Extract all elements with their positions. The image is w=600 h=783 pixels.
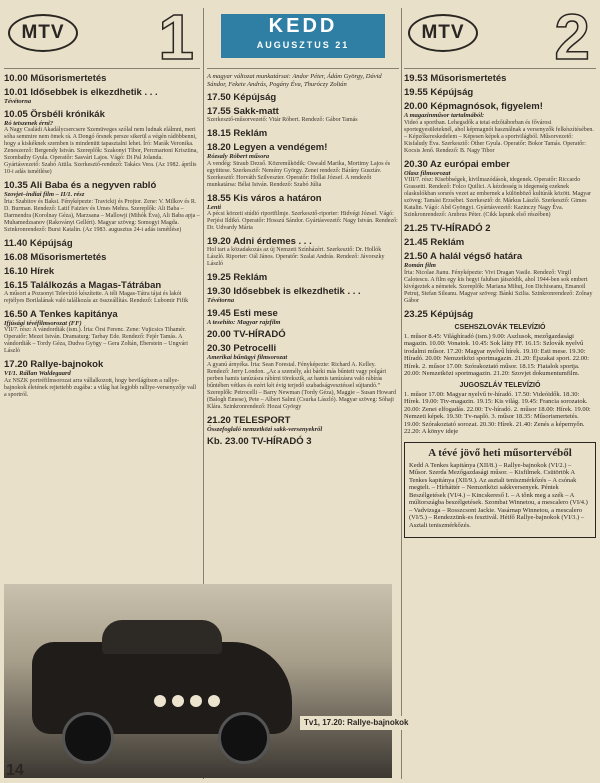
program-subtitle: Szovjet–indiai film – II/1. rész	[4, 191, 85, 198]
program-description: A pécsi körzeti stúdió riportfilmje. Szerkesztő-riporter: Hidvégi József. Vágó: Perjési Ildikó. Operatőr: Hosszú Sándor. Gyártásvezető: Nagy István. Rendező: Dr. Udvardy Mária	[207, 211, 398, 231]
program-subtitle: Összefoglaló nemzetközi sakk-versenyekről	[207, 425, 323, 433]
mtv-logo: MTV	[8, 14, 78, 52]
kedd-header	[207, 6, 399, 69]
program-title: 16.50 A Tenkes kapitánya	[4, 308, 118, 320]
program-description: Írta: Nicolae Jianu. Fényképezte: Vivi Dragan Vasile. Rendező: Virgil Calotescu. A film egy kis hegyi faluban játszódik, ahol 1944-ben sok embert kivégeztek a németek. Szereplők: Mariana Mihuț, Jon Dichiseanu, Emanoil Petruț, Stefan Sileanu. Magyar szöveg: Bánki Szilia. Szinkronrendező: Zolnay Gábor	[404, 269, 593, 304]
program-entry	[4, 266, 200, 277]
program-title: Kb. 23.00 TV-HÍRADÓ 3	[207, 436, 312, 447]
program-entry	[4, 180, 200, 234]
program-title: 17.50 Képújság	[207, 92, 277, 103]
ju-tv-text: 1. műsor 17.00: Magyar nyelvű tv-híradó. 17.50: Videóidők. 18.30: Hírek. 19.00: Ttv-magazin. 19.15: Kis világ. 19.45: Francia sorozatok. 20.00: Zenei elfogadás. 22.00: Tv-híradó. 2. műsor 18.00: Hírek. 19.00: Nemzeti képek. 19.30: Tv-napló. 3. műsor 18.35: Műsorismertetés. 19.00: Szórakoztató sorozat. 20.30: Hírek. 21.40: Zenés a képernyőn. 22.20: A könyv ideje	[404, 390, 591, 435]
program-title: 17.20 Rallye-bajnokok	[4, 359, 104, 370]
program-title: 19.20 Adni érdemes . . .	[207, 236, 312, 247]
program-entry	[4, 87, 200, 106]
program-entry	[207, 329, 399, 340]
program-title: 20.30 Petrocelli	[207, 343, 277, 354]
program-subtitle: A magazinműsor tartalmából:	[404, 112, 485, 119]
program-entry	[207, 193, 399, 233]
program-description: Az NSZK portréfilmsorozat arra vállalkozott, hogy bevilágítson a rallye-bajnokok életének rejtettebb zugába: a világ hat legjobb ralliye-versenyzője vall a sportról.	[4, 377, 197, 398]
program-entry	[404, 87, 596, 98]
program-entry	[207, 142, 399, 189]
wheel-icon	[62, 712, 114, 764]
program-description: A Nagy Családi Akadálycsercsere Szemüveges szólal nem ludnak elálmni, meri sóha semmire nem ömek rá. A Dongó őrsnek persze sikerül a végén rádöbbenni, hogy a kiskéknek szemben is mindenütt tapasztalni lehet. Író: Marák Veronika. Zeneszerző: Bergendy István. Szereplők: Szakonyi Tibor, Percmartoni Krisztina, Szombathy Gyula. Operatőr: Sasvári Lajos. Vágó: Di Pal Jolanda. Gyártásvezető: Szabó Attila. Szerkesztő-rendező: Takács Vera. (Az 1982. április 10-i adás ismétlése)	[4, 127, 198, 175]
program-title: 20.00 Képmagnósok, figyelem!	[404, 101, 543, 112]
program-title: 23.25 Képújság	[404, 308, 474, 320]
program-title: 19.53 Műsorismertetés	[404, 73, 507, 84]
program-entry	[4, 280, 200, 305]
program-title: 21.45 Reklám	[404, 237, 465, 248]
program-title: 18.20 Legyen a vendégem!	[207, 142, 328, 153]
program-subtitle: Tévétorna	[207, 297, 235, 304]
program-list-1	[4, 73, 200, 399]
program-description: Hol tart a közadakozás az új Nemzeti Színházért. Szerkesztő: Dr. Hollók László. Riporter: Oál János. Operatőr: Szalai András. Rendező: Jávorszky László	[207, 247, 385, 267]
program-list-3	[404, 73, 596, 320]
program-entry	[4, 309, 200, 356]
program-subtitle: VI/1. Rállan Waldegaard	[4, 370, 71, 377]
program-entry	[207, 236, 399, 268]
program-description: A vendég: Straub Dezső. Közreműködik: Oswald Marika, Mortimy Lajos és együttese. Szerkesztő: Nemény György. Zenei rendező: Bárány Gusztáv. Szerkesztő: Horváth Szilveszter. Operatőr: Hollai József. A rendezőt munkatársa: Bélai István. Rendező: Szabó Júlia	[207, 160, 391, 188]
program-title: 21.50 A halál végső határa	[404, 251, 523, 262]
cs-tv-text: 1. műsor 8.45: Világhíradó (ism.) 9.00: Aszlusok, mezőgazdasági magazin. 10.00: Vonatok. 10.45: Sok látty FF. 16.15: Szlovák nyelvű irodalmi műsor. 17.20: Magyar nyelvű hírek. 19.10: Esti mese. 19.30: Híradó. 20.00: Nemzetközi sportmagazin. 21.20: Éjszakai sport. 22.00: Hírek. 2. műsor 17.00: Szórakoztató műsor. 18.15: Fiatalok sportja. 20.00: Nemzetközi sportmagazin. 21.20: Szovjet dokumentumfilm.	[404, 332, 590, 377]
program-title: 10.00 Műsorismertetés	[4, 73, 107, 84]
program-entry	[207, 92, 399, 103]
program-description: Írta: Szabitov és Baksi. Fényképezte: Travickij és Projtor. Zene: V. Milkov és R. D. Burman. Rendező: Latif Faiziev és Umes Mehra. Szereplők: Ali Baba – Darmendra (Korolnay Géza), Marzsana – Mallowji (Mihók Éva), Ali Baba apja – Muhamedzsanov (Rakoványi Gellért). Magyar szöveg: Somogyi Magda. Szinkronrendező: Bursi Katalin. (Az 1983. augusztus 24-i adás ismétlése)	[4, 198, 200, 233]
program-title: 18.55 Kis város a határon	[207, 192, 322, 204]
rally-car-photo	[4, 584, 392, 778]
program-entry	[404, 309, 596, 320]
program-subtitle: Román film	[404, 262, 436, 269]
next-week-text: Kedd A Tenkes kapitánya (XII/8.) – Rallye-bajnokok (VI/2.) – Műsor. Szerda Mezőgazdasági műsor. – Kisfilmek. Csütörtök A Tenkes kapitánya (XII/9.). Az asztali teniszmérkőzés – A csónak megtelt. – Hírháttér – Nemzetközi sakkversenyek. Péntek Beszélgetések (VI/4.) – Kincskereső I. – A tőnk meg a szék – A múltországba beszélgetések. Szombat Winnetou, a mescalero (VI/4.) – Vadvizsga – Rosszcsont Jackie. Vasárnap Winnetou, a mescalero (VI/5.) – Rendezzünk-es fesztivál. Hétfő Rallye-bajnokok (VI/3.) – Asztali teniszmérkőzés.	[409, 461, 588, 529]
program-subtitle: Olasz filmsorozat	[404, 169, 451, 177]
program-subtitle: Ifjúsági tévéfilmsorozat (FF)	[4, 319, 82, 327]
program-title: 21.25 TV-HÍRADÓ 2	[404, 223, 491, 234]
column-mtv2	[404, 1, 596, 783]
program-entry	[4, 252, 200, 263]
program-title: 20.00 TV-HÍRADÓ	[207, 329, 286, 340]
program-entry	[207, 343, 399, 411]
program-entry	[404, 73, 596, 84]
program-entry	[4, 73, 200, 84]
next-week-box	[404, 442, 596, 539]
program-subtitle: Rózsaly Róbert műsora	[207, 153, 270, 160]
program-subtitle: Ró tetszenek érni?	[4, 119, 54, 127]
date-label: AUGUSZTUS 21	[256, 40, 350, 50]
program-entry	[207, 436, 399, 447]
mtv-logo: MTV	[408, 14, 478, 52]
program-description: A gyanú árnyéka. Írta: Sean Forestal. Fényképezte: Richard A. Kelley. Rendező: Jerry London. „Az a személy, aki bárki más bűntett vagy polgári perben hamis tanúzásra rábírni törekszik, az hamis tanúzásra való rábírás bűntében vétkes és ezért két évig terjedő szabadságvesztéssel sújtandó.” Szereplők: Petrocelli – Barry Newman (Tordy Géza), Maggie – Susan Howard (Balogh Emese), Pete – Albert Salmi (Csurka László). Magyar szöveg: Sóhaji Klára. Szinkronrendező: Hozai György	[207, 361, 397, 410]
program-entry	[207, 308, 399, 327]
program-title: 21.20 TELESPORT	[207, 414, 291, 426]
wheel-icon	[218, 712, 270, 764]
program-entry	[207, 415, 399, 434]
program-subtitle: Amerikai bűnügyi filmsorozat	[207, 354, 288, 361]
program-subtitle: Tévétorna	[4, 98, 32, 105]
photo-caption: Tv1, 17.20: Rallye-bajnokok	[300, 716, 413, 730]
program-title: 19.45 Esti mese	[207, 307, 278, 319]
program-title: 10.01 Idősebbek is elkezdhetik . . .	[4, 87, 158, 98]
page-number: 14	[6, 762, 24, 779]
intro-text: A magyar változat munkatársai: Andor Péter, Ádám György, Dávid Sándor, Fekete András, Pogány Éva, Thuróczy Zoltán	[207, 73, 382, 88]
mtv1-header	[4, 1, 200, 73]
program-entry	[4, 238, 200, 249]
program-title: 11.40 Képújság	[4, 237, 73, 249]
program-entry	[404, 159, 596, 220]
program-entry	[207, 128, 399, 139]
channel-number: 1	[158, 1, 194, 73]
program-description: VIII/7. rész: Kisebbségek, kivilmazódások, idegenek. Operatőr: Riccardo Grassetti. Rendező: Folco Quilici. A kézdesség is idegenség ezeknek olaskulókban sorsrés vezet az embernek a különböző kultúrák között. Magyar szöveg: Tamási Erzsébet. Szerkesztő: dr. Márkus László. Szerkesztő: Gimes Katalin. Vágó: Abd Gyöngyi. Gyártásvezető: Kazinczy Nagy Éva. Szinkronrendező: Ambrus Péter. (Cikk lapunk első részében)	[404, 177, 591, 218]
program-title: 17.55 Sakk-matt	[207, 106, 279, 117]
program-list-2	[207, 92, 399, 447]
program-title: 16.08 Műsorismertetés	[4, 251, 107, 263]
program-entry	[207, 272, 399, 283]
program-entry	[207, 286, 399, 305]
program-title: 10.05 Örsbéli krónikák	[4, 108, 105, 120]
program-entry	[207, 106, 399, 124]
day-banner	[221, 14, 385, 58]
next-week-title: A tévé jövő heti műsortervéből	[428, 446, 572, 459]
channel-number: 2	[554, 1, 590, 73]
program-title: 19.30 Idősebbek is elkezdhetik . . .	[207, 286, 361, 297]
program-description: A műsort a Pozsonyi Televízió készítette. A téli Magas-Tátra tájai és lakói rejtélyes Borilalának való találkozás az összeállítás. Rendező: Lubomir Fifik	[4, 290, 189, 304]
program-entry	[404, 251, 596, 305]
program-description: Szerkesztő-műsorvezető: Vitár Róbert. Rendező: Gábor Tamás	[207, 117, 358, 123]
program-title: 16.15 Találkozás a Magas-Tátrában	[4, 279, 162, 291]
cs-tv-title: CSEHSZLOVÁK TELEVÍZIÓ	[454, 323, 546, 331]
program-title: 16.10 Hírek	[4, 265, 55, 277]
program-subtitle: A tesehíto: Magyar rajzfilm	[207, 318, 281, 326]
program-title: 19.55 Képújság	[404, 87, 474, 98]
program-entry	[404, 237, 596, 248]
program-title: 20.30 Az európai ember	[404, 158, 510, 170]
day-title: KEDD	[268, 15, 338, 37]
program-entry	[4, 359, 200, 399]
program-title: 18.15 Reklám	[207, 128, 268, 139]
mtv2-header	[404, 1, 596, 73]
program-subtitle: Lenti	[207, 203, 222, 211]
ju-tv-title: JUGOSZLÁV TELEVÍZIÓ	[459, 381, 541, 389]
program-description: Videó a sportban. Lehegsdők a tetai edzőtáborban és fővárosi sportegyesületeknél, ahol képmagnót használnak a versenyzők felkészítésében. – Képzőkereskedelem – Képesen képek a sportvilágból. Műsorvezető: Kisfaludy Éva. Szerkesztő: Óther Gyula. Operatőr: Bokor Tamás. Operatőr: Kocsis Jenő. Rendező: B. Nagy Tibor	[404, 119, 594, 154]
program-entry	[404, 101, 596, 155]
program-description: VII/7. rész: A vándordiák (ism.). Írta: Örsi Ferenc. Zene: Vujicsics Tihamér. Operatőr: Mezei István. Dramaturg: Tarbay Ede. Rendező: Fejér Tamás. A vándordiák – Tordy Géza, Dudva Gyögy – Gera Zoltán, Eberstein – Ungvári László	[4, 327, 188, 354]
program-title: 10.35 Ali Baba és a negyven rabló	[4, 180, 157, 191]
program-entry	[404, 223, 596, 234]
program-entry	[4, 109, 200, 177]
program-title: 19.25 Reklám	[207, 272, 268, 283]
headlights-icon	[154, 694, 274, 706]
